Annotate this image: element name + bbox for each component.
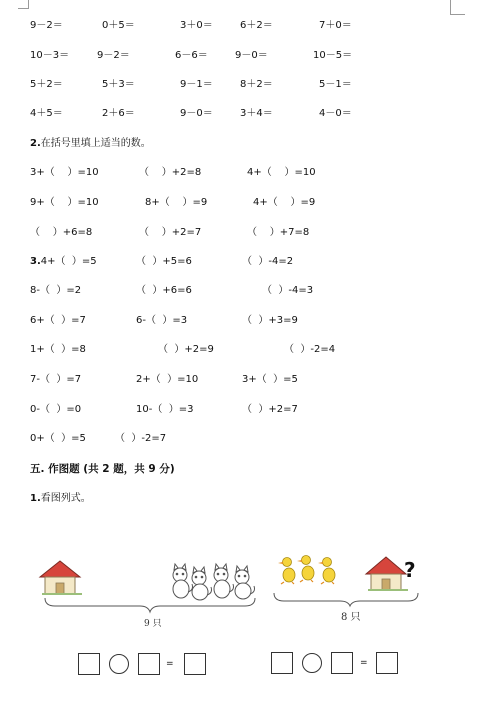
house-icon-right xyxy=(366,557,408,591)
operator-circle[interactable] xyxy=(302,653,322,673)
answer-box[interactable] xyxy=(184,653,206,675)
duck-icon xyxy=(297,556,314,583)
problem: 6－6＝ xyxy=(175,50,208,61)
answer-box[interactable] xyxy=(376,652,398,674)
problem: 7＋0＝ xyxy=(319,20,352,31)
problem: 9－2＝ xyxy=(30,20,63,31)
question-heading xyxy=(30,138,151,150)
section-title: 五. 作图题 (共 2 题，共 9 分) xyxy=(30,463,175,475)
problem: 6-（ ）=3 xyxy=(136,315,188,326)
problem: 3＋0＝ xyxy=(180,20,213,31)
problem: 0＋5＝ xyxy=(102,20,135,31)
picture-problem-figure xyxy=(0,540,491,640)
problem: 9－2＝ xyxy=(97,50,130,61)
problem: 5＋2＝ xyxy=(30,79,63,90)
problem: 3+（ ）=10 xyxy=(30,167,99,178)
ducks-group xyxy=(278,556,335,585)
problem: 5＋3＝ xyxy=(102,79,135,90)
problem xyxy=(30,256,97,268)
problem-text: 4+（ ）=5 xyxy=(40,256,97,267)
problem: 2+（ ）=10 xyxy=(136,374,199,385)
duck-icon xyxy=(278,558,295,585)
problem: 1+（ ）=8 xyxy=(30,344,86,355)
problem: 4－0＝ xyxy=(319,108,352,119)
cat-icon xyxy=(214,564,234,598)
problem: （ ）+6=8 xyxy=(30,227,93,238)
problem: 3+（ ）=5 xyxy=(242,374,298,385)
right-count-label: 8 只 xyxy=(341,612,361,623)
problem: 6+（ ）=7 xyxy=(30,315,86,326)
problem: 2＋6＝ xyxy=(102,108,135,119)
problem: 5－1＝ xyxy=(319,79,352,90)
problem: 4＋5＝ xyxy=(30,108,63,119)
problem: （ ）+2=9 xyxy=(158,344,214,355)
problem: （ ）+6=6 xyxy=(136,285,192,296)
problem: 3＋4＝ xyxy=(240,108,273,119)
problem: 7-（ ）=7 xyxy=(30,374,82,385)
problem: 9+（ ）=10 xyxy=(30,197,99,208)
duck-icon xyxy=(318,558,335,585)
page-corner-mark-left xyxy=(18,0,29,9)
brace-right xyxy=(274,593,418,606)
problem: 9－0＝ xyxy=(235,50,268,61)
problem: （ ）-2=7 xyxy=(115,433,167,444)
problem: 4+（ ）=10 xyxy=(247,167,316,178)
cat-icon xyxy=(192,567,212,600)
equals-sign: = xyxy=(360,658,368,668)
question-number: 3. xyxy=(30,256,41,267)
operator-circle[interactable] xyxy=(109,654,129,674)
problem: 10-（ ）=3 xyxy=(136,404,194,415)
problem: （ ）+7=8 xyxy=(247,227,310,238)
problem: 0+（ ）=5 xyxy=(30,433,86,444)
problem: 8＋2＝ xyxy=(240,79,273,90)
question-number: 2. xyxy=(30,138,41,149)
question-title: 在括号里填上适当的数。 xyxy=(40,138,151,149)
answer-box[interactable] xyxy=(331,652,353,674)
problem: （ ）-4=2 xyxy=(242,256,294,267)
problem: 10－5＝ xyxy=(313,50,353,61)
problem: （ ）-4=3 xyxy=(262,285,314,296)
problem: 0-（ ）=0 xyxy=(30,404,82,415)
page-corner-mark-right xyxy=(450,0,465,15)
problem: 9－1＝ xyxy=(180,79,213,90)
problem: （ ）+3=9 xyxy=(242,315,298,326)
problem: 8-（ ）=2 xyxy=(30,285,82,296)
question-number: 1. xyxy=(30,493,41,504)
answer-box[interactable] xyxy=(138,653,160,675)
left-count-label: 9 只 xyxy=(144,619,162,629)
answer-box[interactable] xyxy=(78,653,100,675)
question-title: 看图列式。 xyxy=(40,493,91,504)
answer-box[interactable] xyxy=(271,652,293,674)
question-mark-icon: ? xyxy=(404,558,416,582)
problem: 8+（ ）=9 xyxy=(145,197,208,208)
house-icon-left xyxy=(40,561,82,595)
problem: （ ）+5=6 xyxy=(136,256,192,267)
problem: （ ）+2=8 xyxy=(139,167,202,178)
problem: （ ）+2=7 xyxy=(139,227,202,238)
problem: （ ）-2=4 xyxy=(284,344,336,355)
problem: 9－0＝ xyxy=(180,108,213,119)
cat-icon xyxy=(173,564,193,598)
problem: （ ）+2=7 xyxy=(242,404,298,415)
cats-group xyxy=(173,564,255,600)
question-heading xyxy=(30,493,91,505)
problem: 4+（ ）=9 xyxy=(253,197,316,208)
cat-icon xyxy=(235,566,255,599)
problem: 6＋2＝ xyxy=(240,20,273,31)
equals-sign: = xyxy=(166,659,174,669)
brace-left xyxy=(45,598,255,612)
problem: 10－3＝ xyxy=(30,50,70,61)
